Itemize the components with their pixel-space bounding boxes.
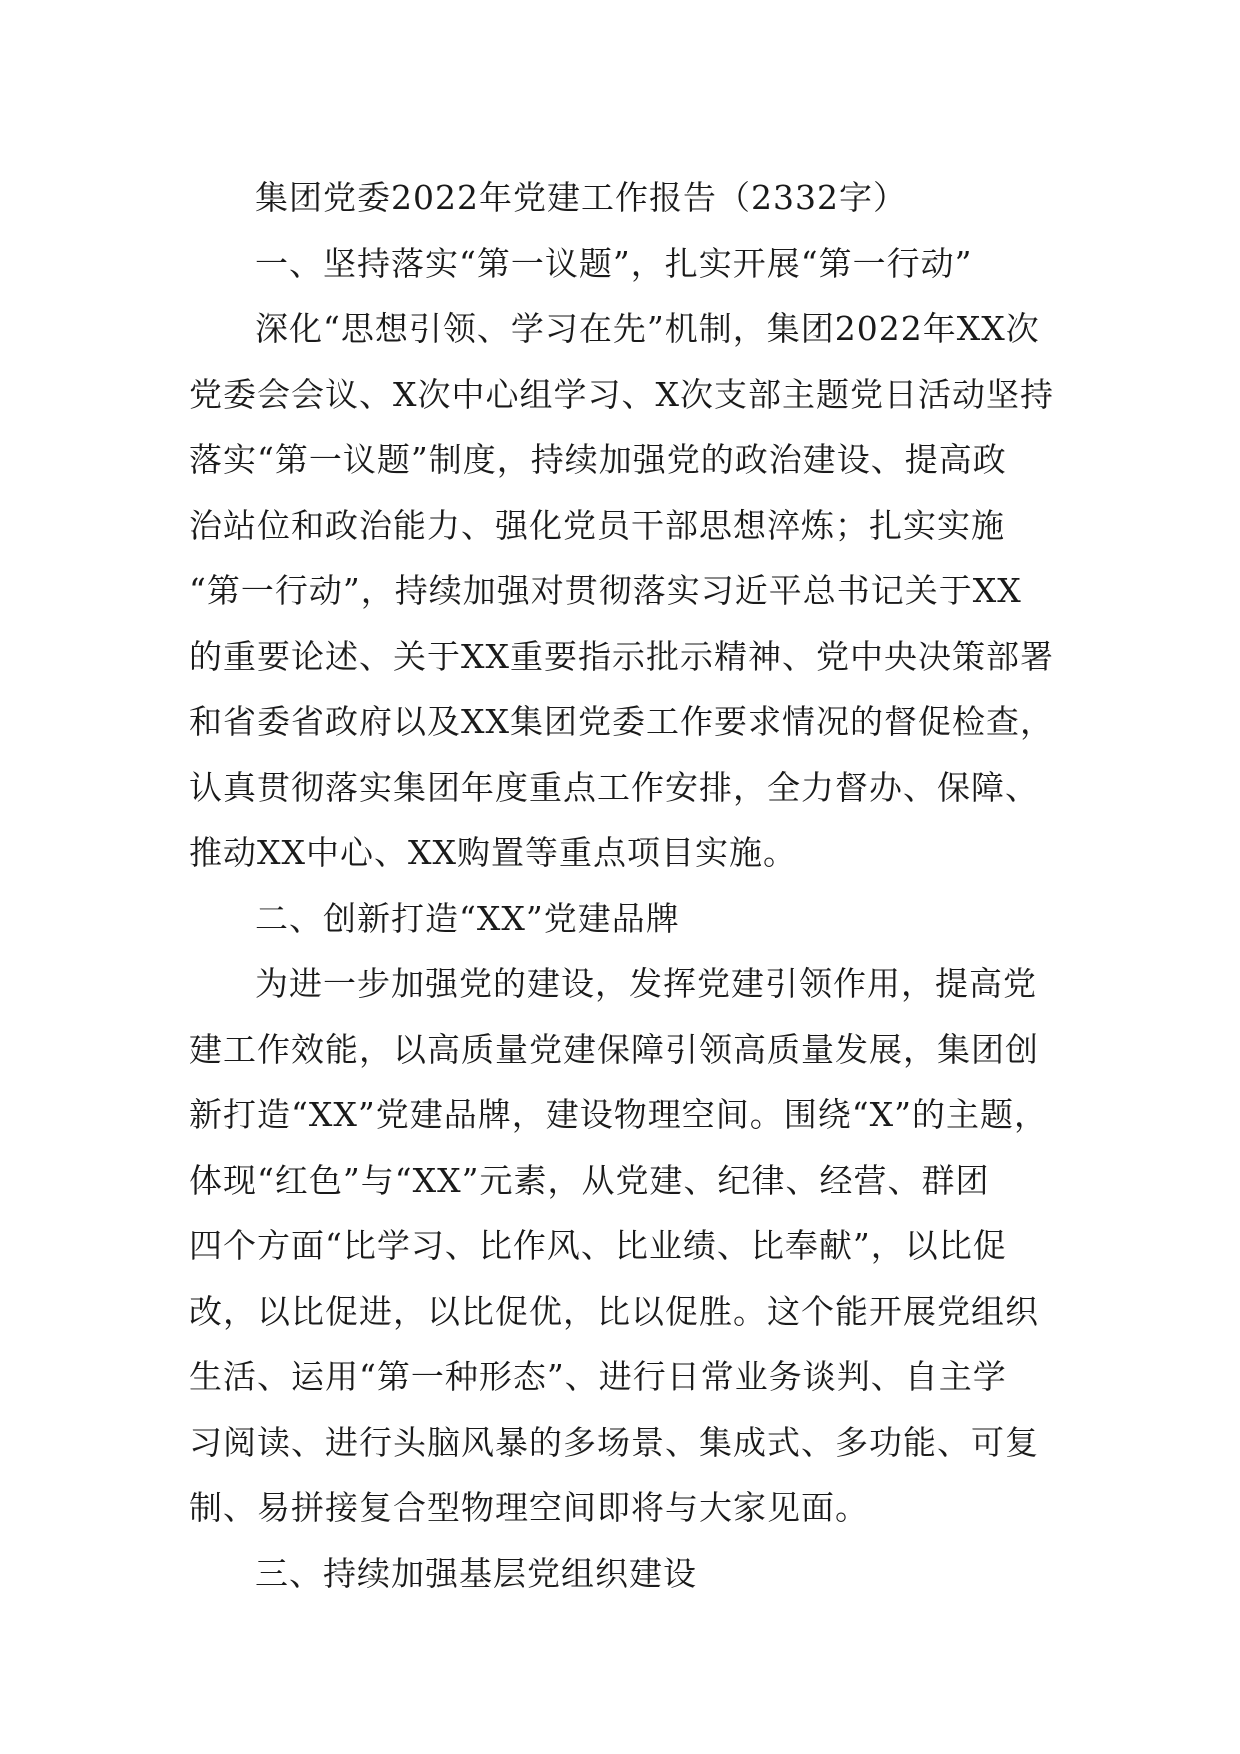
section-2-paragraph bbox=[189, 951, 1069, 1541]
paragraph-line: 治站位和政治能力、强化党员干部思想淬炼；扎实实施 bbox=[189, 505, 1005, 545]
document-title: 集团党委2022年党建工作报告（2332字） bbox=[255, 178, 907, 217]
paragraph-line: 深化“思想引领、学习在先”机制，集团2022年XX次 bbox=[255, 309, 1040, 348]
paragraph-line: 制、易拼接复合型物理空间即将与大家见面。 bbox=[189, 1488, 869, 1527]
paragraph-line: 认真贯彻落实集团年度重点工作安排，全力督办、保障、 bbox=[189, 767, 1039, 807]
paragraph-line: “第一行动”，持续加强对贯彻落实习近平总书记关于XX bbox=[189, 571, 1022, 610]
paragraph-line: 建工作效能，以高质量党建保障引领高质量发展，集团创 bbox=[189, 1029, 1039, 1069]
paragraph-line: 落实“第一议题”制度，持续加强党的政治建设、提高政 bbox=[189, 440, 1007, 479]
paragraph-line: 新打造“XX”党建品牌，建设物理空间。围绕“X”的主题， bbox=[189, 1095, 1048, 1134]
section-1-paragraph bbox=[189, 296, 1069, 886]
paragraph-line: 党委会会议、X次中心组学习、X次支部主题党日活动坚持 bbox=[189, 374, 1054, 414]
document-body bbox=[189, 165, 1069, 1606]
section-2-heading: 二、创新打造“XX”党建品牌 bbox=[255, 898, 680, 938]
paragraph-line: 推动XX中心、XX购置等重点项目实施。 bbox=[189, 833, 797, 872]
paragraph-line: 生活、运用“第一种形态”、进行日常业务谈判、自主学 bbox=[189, 1357, 1007, 1396]
paragraph-line: 改，以比促进，以比促优，比以促胜。这个能开展党组织 bbox=[189, 1291, 1039, 1331]
section-1-heading: 一、坚持落实“第一议题”，扎实开展“第一行动” bbox=[255, 243, 973, 283]
paragraph-line: 体现“红色”与“XX”元素，从党建、纪律、经营、群团 bbox=[189, 1160, 990, 1200]
paragraph-line: 习阅读、进行头脑风暴的多场景、集成式、多功能、可复 bbox=[189, 1422, 1039, 1462]
paragraph-line: 的重要论述、关于XX重要指示批示精神、党中央决策部署 bbox=[189, 636, 1054, 676]
paragraph-line: 和省委省政府以及XX集团党委工作要求情况的督促检查， bbox=[189, 702, 1054, 741]
section-3-heading: 三、持续加强基层党组织建设 bbox=[255, 1553, 697, 1593]
paragraph-line: 为进一步加强党的建设，发挥党建引领作用，提高党 bbox=[255, 964, 1037, 1003]
paragraph-line: 四个方面“比学习、比作风、比业绩、比奉献”，以比促 bbox=[189, 1226, 1007, 1265]
